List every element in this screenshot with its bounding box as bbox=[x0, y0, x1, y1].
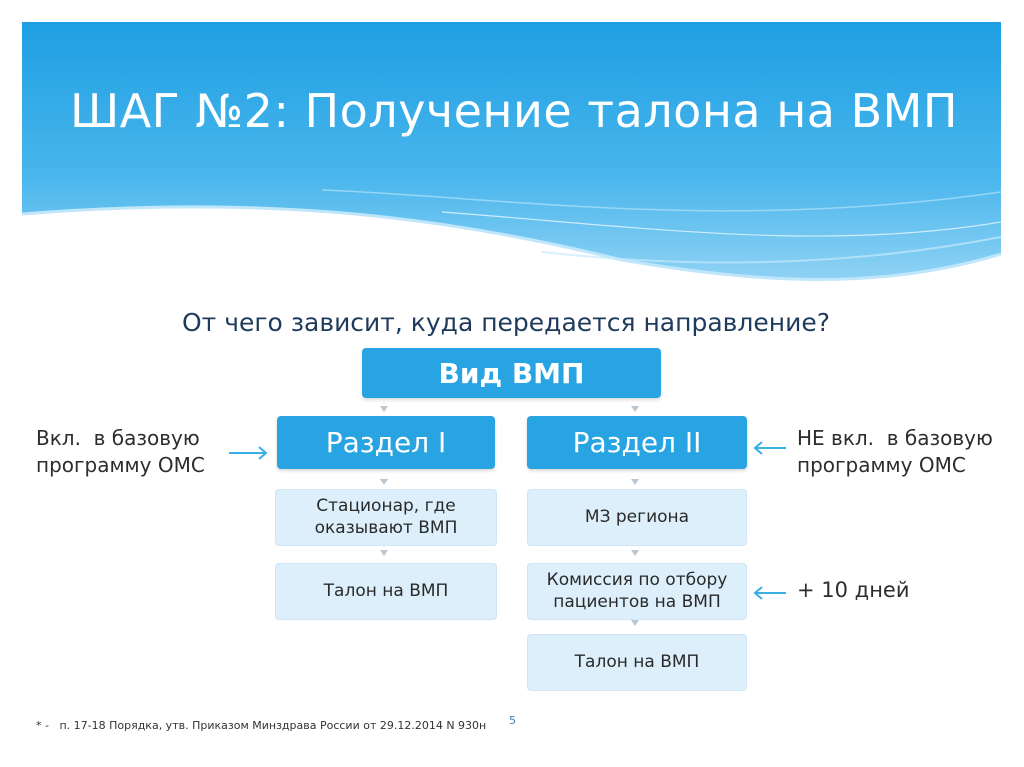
right-ticket-label: Талон на ВМП bbox=[574, 651, 700, 672]
vmp-type-box bbox=[362, 348, 661, 398]
right-ticket-box bbox=[527, 634, 747, 691]
commission-box bbox=[527, 563, 747, 620]
right-note-line-1: НЕ вкл. в базовую bbox=[797, 426, 993, 450]
connector-arrow bbox=[631, 620, 639, 626]
hospital-label: Стационар, где оказывают ВМП bbox=[314, 496, 458, 538]
right-note-line-2: программу ОМС bbox=[797, 453, 966, 477]
connector-arrow bbox=[631, 550, 639, 556]
right-note bbox=[797, 425, 993, 479]
section-1-box bbox=[277, 416, 495, 469]
vmp-type-label: Вид ВМП bbox=[438, 356, 585, 390]
question-text: От чего зависит, куда передается направление? bbox=[182, 308, 830, 337]
connector-arrow bbox=[631, 479, 639, 485]
slide bbox=[22, 22, 1001, 744]
left-ticket-box bbox=[275, 563, 497, 620]
left-ticket-label: Талон на ВМП bbox=[323, 580, 449, 601]
footnote: * - п. 17-18 Порядка, утв. Приказом Минздрава России от 29.12.2014 N 930н bbox=[36, 719, 487, 732]
connector-arrow bbox=[631, 406, 639, 412]
section-1-label: Раздел I bbox=[325, 426, 447, 459]
page-number: 5 bbox=[509, 714, 516, 727]
left-note-line-2: программу ОМС bbox=[36, 453, 205, 477]
connector-arrow bbox=[380, 550, 388, 556]
left-note bbox=[36, 425, 205, 479]
days-note: + 10 дней bbox=[797, 578, 910, 602]
left-note-line-1: Вкл. в базовую bbox=[36, 426, 200, 450]
section-2-label: Раздел II bbox=[572, 426, 702, 459]
commission-label: Комиссия по отбору пациентов на ВМП bbox=[546, 570, 728, 612]
hospital-box bbox=[275, 489, 497, 546]
slide-title: ШАГ №2: Получение талона на ВМП bbox=[70, 84, 958, 138]
regional-ministry-box bbox=[527, 489, 747, 546]
regional-ministry-label: МЗ региона bbox=[584, 506, 690, 527]
connector-arrow bbox=[380, 479, 388, 485]
section-2-box bbox=[527, 416, 747, 469]
connector-arrow bbox=[380, 406, 388, 412]
